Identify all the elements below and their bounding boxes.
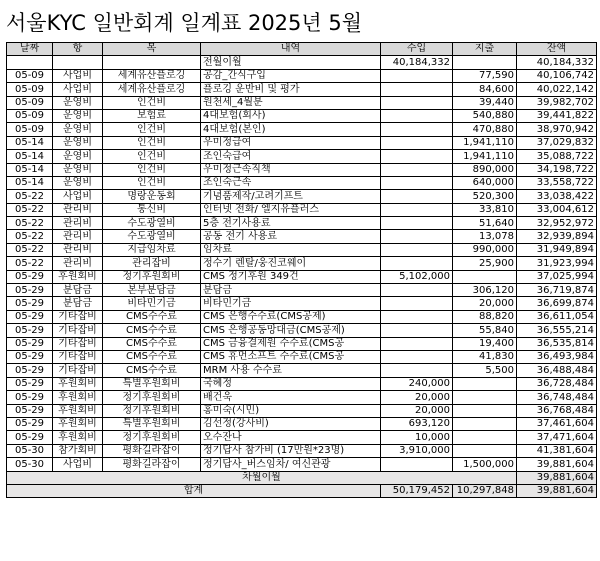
cell-income: 20,000 [381,391,453,404]
cell-income: 5,102,000 [381,270,453,283]
cell-balance: 37,025,994 [517,270,597,283]
cell-date: 05-22 [7,217,53,230]
table-row [7,444,597,457]
cell-date: 05-14 [7,176,53,189]
cell-expense: 1,500,000 [453,458,517,471]
table-row [7,391,597,404]
cell-income: 20,000 [381,404,453,417]
cell-balance: 36,728,484 [517,377,597,390]
cell-balance: 37,471,604 [517,431,597,444]
cell-expense: 13,078 [453,230,517,243]
cell-balance: 36,748,484 [517,391,597,404]
cell-category: 후원회비 [53,270,103,283]
cell-category: 운영비 [53,136,103,149]
cell-date: 05-29 [7,270,53,283]
table-row [7,217,597,230]
table-row [7,136,597,149]
cell-balance: 32,939,894 [517,230,597,243]
table-row [7,163,597,176]
cell-income [381,364,453,377]
cell-category: 사업비 [53,458,103,471]
table-row [7,69,597,82]
cell-description: 임차료 [201,243,381,256]
cell-description: 5층 전기사용료 [201,217,381,230]
cell-description: 비타민기금 [201,297,381,310]
cell-balance: 35,088,722 [517,150,597,163]
cell-expense [453,391,517,404]
cell-description: 공동 전기 사용료 [201,230,381,243]
cell-description: 배건욱 [201,391,381,404]
cell-expense [453,404,517,417]
cell-date: 05-09 [7,123,53,136]
cell-item: 지급임차료 [103,243,201,256]
cell-expense: 39,440 [453,96,517,109]
cell-expense: 19,400 [453,337,517,350]
cell-category: 후원회비 [53,391,103,404]
col-header-description: 내역 [201,43,381,56]
cell-balance: 36,555,214 [517,324,597,337]
cell-balance: 36,535,814 [517,337,597,350]
cell-description: 정기답사_버스임차/ 여신관광 [201,458,381,471]
table-row [7,176,597,189]
cell-category: 관리비 [53,230,103,243]
table-row [7,96,597,109]
table-row [7,431,597,444]
cell-item: 정기후원회비 [103,404,201,417]
cell-category: 기타잡비 [53,324,103,337]
cell-income [381,203,453,216]
cell-item: CMS수수료 [103,310,201,323]
cell-date: 05-22 [7,243,53,256]
cell-balance: 31,923,994 [517,257,597,270]
cell-income [381,310,453,323]
cell-balance: 40,106,742 [517,69,597,82]
cell-date: 05-29 [7,337,53,350]
cell-income [381,96,453,109]
cell-item: 인건비 [103,136,201,149]
cell-date: 05-29 [7,284,53,297]
cell-balance: 36,768,484 [517,404,597,417]
cell-date: 05-29 [7,391,53,404]
cell-item: 통신비 [103,203,201,216]
table-row [7,257,597,270]
cell-item: 인건비 [103,123,201,136]
cell-category: 운영비 [53,150,103,163]
cell-date: 05-29 [7,297,53,310]
cell-category: 사업비 [53,190,103,203]
table-row [7,203,597,216]
cell-description: 조인숙근속 [201,176,381,189]
cell-item: 인건비 [103,163,201,176]
cell-income [381,284,453,297]
cell-expense: 41,830 [453,350,517,363]
cell-category: 후원회비 [53,404,103,417]
table-row [7,123,597,136]
cell-description: 우미정근속직책 [201,163,381,176]
cell-item: 수도광열비 [103,217,201,230]
cell-item: CMS수수료 [103,364,201,377]
cell-date: 05-29 [7,377,53,390]
cell-description: CMS 휴먼소프트 수수료(CMS공 [201,350,381,363]
cell-item [103,56,201,69]
cell-expense: 20,000 [453,297,517,310]
cell-category: 관리비 [53,243,103,256]
cell-date: 05-09 [7,109,53,122]
cell-description: CMS 은행공동망대금(CMS공제) [201,324,381,337]
cell-item: 인건비 [103,96,201,109]
table-row [7,56,597,69]
table-row [7,417,597,430]
table-row [7,310,597,323]
table-row [7,83,597,96]
cell-item: 특별후원회비 [103,377,201,390]
cell-expense [453,270,517,283]
cell-item: 정기후원회비 [103,431,201,444]
cell-expense [453,431,517,444]
cell-description: 기념품제작/고려기프트 [201,190,381,203]
carryover-row [7,471,597,484]
cell-balance: 31,949,894 [517,243,597,256]
total-label: 합계 [7,484,381,497]
col-header-date: 날짜 [7,43,53,56]
table-row [7,150,597,163]
cell-date: 05-09 [7,69,53,82]
cell-item: 관리잡비 [103,257,201,270]
cell-date: 05-22 [7,257,53,270]
cell-date: 05-30 [7,458,53,471]
table-row [7,284,597,297]
cell-category: 사업비 [53,83,103,96]
cell-income: 10,000 [381,431,453,444]
table-row [7,404,597,417]
cell-category: 운영비 [53,123,103,136]
cell-category: 기타잡비 [53,310,103,323]
cell-category: 후원회비 [53,431,103,444]
cell-date: 05-29 [7,404,53,417]
cell-item: 인건비 [103,176,201,189]
cell-income [381,297,453,310]
cell-item: 인건비 [103,150,201,163]
cell-item: 정기후원회비 [103,391,201,404]
cell-date: 05-29 [7,350,53,363]
cell-category: 운영비 [53,109,103,122]
cell-description: 김선정(강사비) [201,417,381,430]
col-header-category: 항 [53,43,103,56]
cell-item: 본부분담금 [103,284,201,297]
cell-category: 기타잡비 [53,337,103,350]
cell-date: 05-29 [7,310,53,323]
total-row [7,484,597,497]
cell-income: 3,910,000 [381,444,453,457]
cell-expense: 640,000 [453,176,517,189]
cell-date: 05-29 [7,364,53,377]
cell-income [381,350,453,363]
col-header-balance: 잔액 [517,43,597,56]
cell-balance: 40,184,332 [517,56,597,69]
cell-income [381,163,453,176]
cell-category: 분담금 [53,297,103,310]
cell-description: 인터넷 전화/ 엘지유플러스 [201,203,381,216]
cell-date: 05-09 [7,83,53,96]
cell-expense: 520,300 [453,190,517,203]
cell-date: 05-29 [7,417,53,430]
cell-date: 05-14 [7,163,53,176]
cell-expense: 88,820 [453,310,517,323]
cell-balance: 40,022,142 [517,83,597,96]
cell-category: 기타잡비 [53,350,103,363]
cell-expense: 306,120 [453,284,517,297]
page-title: 서울KYC 일반회계 일계표 2025년 5월 [6,11,363,35]
table-row [7,324,597,337]
cell-expense: 5,500 [453,364,517,377]
cell-description: 우미정급여 [201,136,381,149]
cell-item: 평화길라잡이 [103,458,201,471]
table-row [7,337,597,350]
cell-date: 05-29 [7,324,53,337]
cell-category: 기타잡비 [53,364,103,377]
cell-item: 명랑운동회 [103,190,201,203]
cell-description: 플로깅 운반비 및 평가 [201,83,381,96]
cell-description: 원천세_4월분 [201,96,381,109]
cell-expense: 540,880 [453,109,517,122]
cell-date: 05-14 [7,136,53,149]
table-row [7,377,597,390]
table-row [7,230,597,243]
header-row [7,43,597,56]
cell-item: 보험료 [103,109,201,122]
table-row [7,270,597,283]
cell-income: 40,184,332 [381,56,453,69]
cell-expense: 1,941,110 [453,150,517,163]
cell-income [381,190,453,203]
cell-item: CMS수수료 [103,337,201,350]
cell-expense [453,444,517,457]
cell-date: 05-09 [7,96,53,109]
cell-date: 05-30 [7,444,53,457]
cell-expense: 51,640 [453,217,517,230]
cell-income [381,243,453,256]
cell-item: 특별후원회비 [103,417,201,430]
cell-date: 05-22 [7,190,53,203]
cell-category: 운영비 [53,163,103,176]
cell-category: 참가회비 [53,444,103,457]
cell-category: 사업비 [53,69,103,82]
cell-expense: 77,590 [453,69,517,82]
table-row [7,190,597,203]
cell-date [7,56,53,69]
cell-income [381,136,453,149]
cell-balance: 37,029,832 [517,136,597,149]
cell-category: 후원회비 [53,377,103,390]
cell-expense: 1,941,110 [453,136,517,149]
cell-category: 운영비 [53,176,103,189]
cell-expense: 990,000 [453,243,517,256]
carryover-balance: 39,881,604 [517,471,597,484]
cell-description: CMS 정기후원 349건 [201,270,381,283]
cell-balance: 32,952,972 [517,217,597,230]
cell-category [53,56,103,69]
cell-balance: 36,699,874 [517,297,597,310]
table-row [7,243,597,256]
ledger-table [6,42,597,498]
cell-item: 정기후원회비 [103,270,201,283]
cell-item: 평화길라잡이 [103,444,201,457]
cell-description: CMS 은행수수료(CMS공제) [201,310,381,323]
cell-category: 분담금 [53,284,103,297]
total-expense: 10,297,848 [453,484,517,497]
cell-category: 운영비 [53,96,103,109]
table-row [7,364,597,377]
cell-income [381,324,453,337]
cell-expense: 470,880 [453,123,517,136]
table-row [7,297,597,310]
cell-description: 정기답사 참가비 (17만원*23명) [201,444,381,457]
cell-description: CMS 금융결제원 수수료(CMS공 [201,337,381,350]
cell-balance: 34,198,722 [517,163,597,176]
col-header-income: 수입 [381,43,453,56]
cell-income [381,150,453,163]
cell-expense [453,56,517,69]
cell-item: 비타민기금 [103,297,201,310]
cell-description: 4대보험(회사) [201,109,381,122]
cell-balance: 36,719,874 [517,284,597,297]
cell-item: CMS수수료 [103,350,201,363]
cell-item: 수도광열비 [103,230,201,243]
total-income: 50,179,452 [381,484,453,497]
cell-date: 05-14 [7,150,53,163]
cell-balance: 39,982,702 [517,96,597,109]
cell-description: MRM 사용 수수료 [201,364,381,377]
cell-income [381,217,453,230]
cell-income [381,230,453,243]
cell-description: 분담금 [201,284,381,297]
cell-balance: 33,004,612 [517,203,597,216]
cell-date: 05-22 [7,230,53,243]
cell-income [381,257,453,270]
cell-income [381,337,453,350]
cell-description: 홍미숙(시민) [201,404,381,417]
cell-description: 4대보험(본인) [201,123,381,136]
cell-description: 조인숙급여 [201,150,381,163]
cell-balance: 36,493,984 [517,350,597,363]
cell-category: 후원회비 [53,417,103,430]
cell-date: 05-22 [7,203,53,216]
cell-balance: 38,970,942 [517,123,597,136]
cell-income: 693,120 [381,417,453,430]
cell-category: 관리비 [53,203,103,216]
cell-description: 국혜정 [201,377,381,390]
ledger-body [7,56,597,471]
cell-category: 관리비 [53,257,103,270]
cell-item: 세계유산플로깅 [103,69,201,82]
cell-balance: 33,558,722 [517,176,597,189]
cell-balance: 39,441,822 [517,109,597,122]
cell-income: 240,000 [381,377,453,390]
col-header-expense: 지출 [453,43,517,56]
cell-balance: 36,611,054 [517,310,597,323]
cell-expense: 25,900 [453,257,517,270]
table-row [7,109,597,122]
table-row [7,350,597,363]
cell-description: 공감_간식구입 [201,69,381,82]
cell-income [381,458,453,471]
carryover-label: 차월이월 [7,471,517,484]
cell-income [381,83,453,96]
cell-income [381,123,453,136]
cell-date: 05-29 [7,431,53,444]
cell-item: 세계유산플로깅 [103,83,201,96]
cell-category: 관리비 [53,217,103,230]
cell-description: 오수잔나 [201,431,381,444]
cell-expense [453,377,517,390]
cell-income [381,176,453,189]
cell-balance: 39,881,604 [517,458,597,471]
cell-balance: 41,381,604 [517,444,597,457]
cell-balance: 36,488,484 [517,364,597,377]
cell-balance: 37,461,604 [517,417,597,430]
cell-description: 정수기 렌탈/웅진코웨이 [201,257,381,270]
cell-income [381,109,453,122]
total-balance: 39,881,604 [517,484,597,497]
col-header-item: 목 [103,43,201,56]
table-row [7,458,597,471]
cell-balance: 33,038,422 [517,190,597,203]
cell-item: CMS수수료 [103,324,201,337]
cell-expense [453,417,517,430]
cell-expense: 33,810 [453,203,517,216]
cell-expense: 55,840 [453,324,517,337]
cell-expense: 84,600 [453,83,517,96]
cell-expense: 890,000 [453,163,517,176]
cell-income [381,69,453,82]
cell-description: 전월이월 [201,56,381,69]
